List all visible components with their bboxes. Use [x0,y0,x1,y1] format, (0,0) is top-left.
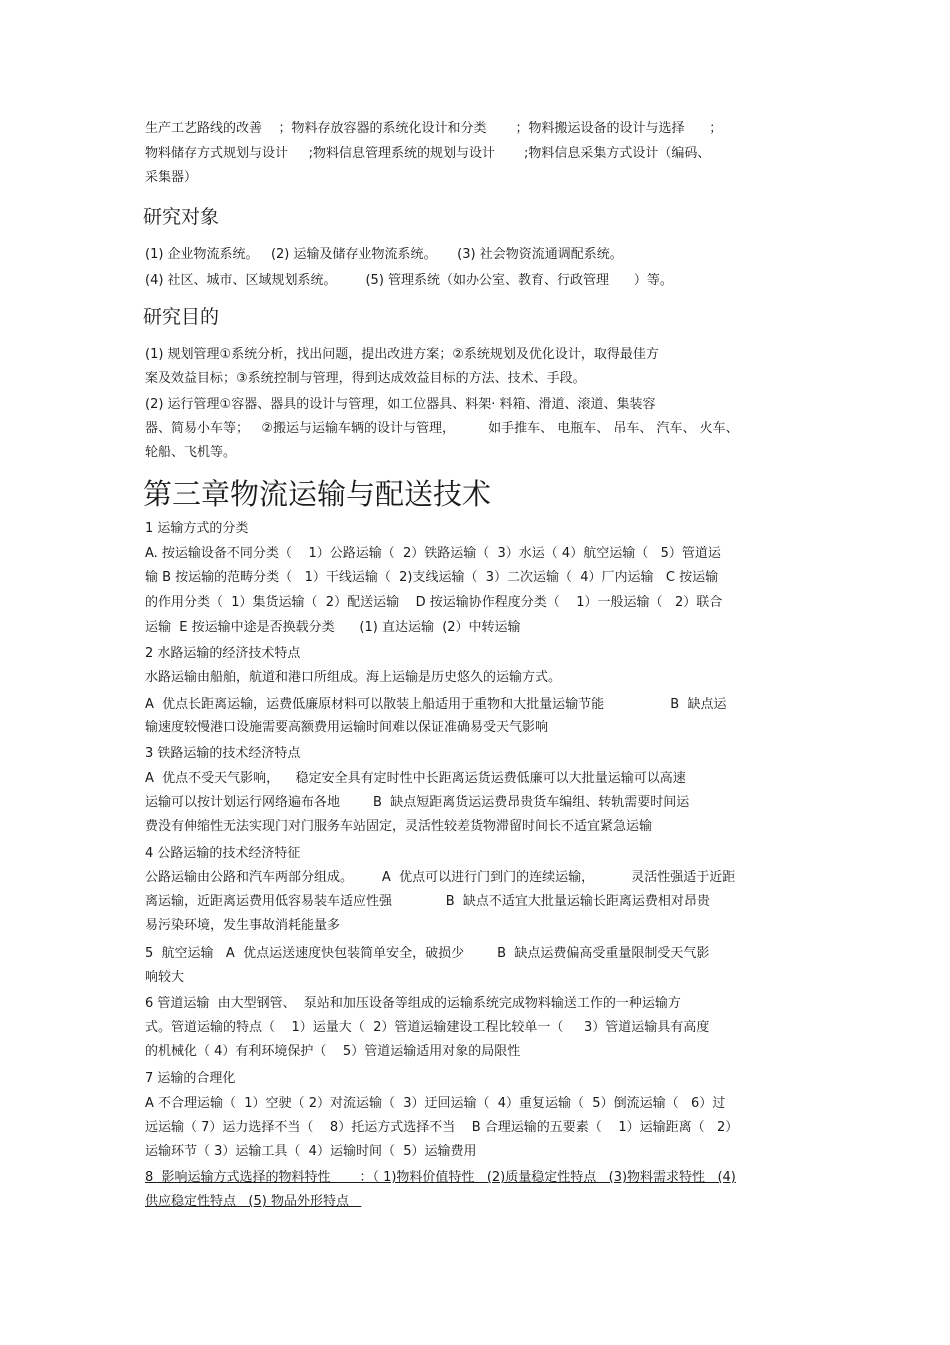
text-line-underlined: 8 影响运输方式选择的物料特性 ：（ 1)物料价值特性 (2)质量稳定性特点 (3)物料需求特性 (4) [145,1170,736,1185]
text-line: 式。管道运输的特点（ 1）运量大（ 2）管道运输建设工程比较单一（ 3）管道运输具有高度 [145,1020,710,1035]
text-line: 采集器） [145,170,198,185]
text-line: 易污染环境，发生事故消耗能量多 [145,918,341,933]
item-heading: 2 水路运输的经济技术特点 [145,646,301,661]
text-line: 生产工艺路线的改善 ；物料存放容器的系统化设计和分类 ；物料搬运设备的设计与选择 ； [145,121,723,136]
text-line: (4) 社区、城市、区域规划系统。 (5) 管理系统（如办公室、教育、行政管理 ）等。 [145,273,673,288]
text-line: 响较大 [145,970,185,985]
text-line: 运输可以按计划运行网络遍布各地 B 缺点短距离货运运费昂贵货车编组、转轨需要时间运 [145,795,690,810]
text-line: (1) 规划管理①系统分析，找出问题，提出改进方案；②系统规划及优化设计，取得最佳方 [145,347,659,362]
text-line: 运输 E 按运输中途是否换载分类 (1) 直达运输 (2）中转运输 [145,620,521,635]
item-heading: 4 公路运输的技术经济特征 [145,846,301,861]
text-line: 物料储存方式规划与设计 ;物料信息管理系统的规划与设计 ;物料信息采集方式设计（编码、 [145,146,711,161]
chapter-title: 第三章物流运输与配送技术 [143,477,492,511]
text-line: (2) 运行管理①容器、器具的设计与管理，如工位器具、料架· 料箱、滑道、滚道、集装容 [145,397,656,412]
text-line: 水路运输由船舶，航道和港口所组成。海上运输是历史悠久的运输方式。 [145,670,562,685]
item-heading: 3 铁路运输的技术经济特点 [145,746,301,761]
text-line: 输速度较慢港口设施需要高额费用运输时间难以保证准确易受天气影响 [145,720,549,735]
text-line-underlined: 供应稳定性特点 (5) 物品外形特点 [145,1194,362,1209]
text-line: 6 管道运输 由大型钢管、 泵站和加压设备等组成的运输系统完成物料输送工作的一种运输方 [145,996,681,1011]
text-line: 5 航空运输 A 优点运送速度快包装简单安全，破损少 B 缺点运费偏高受重量限制受天气影 [145,946,710,961]
text-line: 输 B 按运输的范畴分类（ 1）干线运输（ 2)支线运输（ 3）二次运输（ 4）厂内运输 C 按运输 [145,570,719,585]
text-line: A 不合理运输（ 1）空驶（ 2）对流运输（ 3）迂回运输（ 4）重复运输（ 5）倒流运输（ 6）过 [145,1096,726,1111]
item-heading: 7 运输的合理化 [145,1071,236,1086]
text-line: 轮船、飞机等。 [145,445,237,460]
text-line: A 优点长距离运输，运费低廉原材料可以散装上船适用于重物和大批量运输节能 B 缺点运 [145,697,727,712]
text-line: 远运输（ 7）运力选择不当（ 8）托运方式选择不当 B 合理运输的五要素（ 1）运输距离（ 2） [145,1120,739,1135]
text-line: 器、简易小车等； ②搬运与运输车辆的设计与管理， 如手推车、 电瓶车、 吊车、 汽车、 火车、 [145,421,739,436]
text-line: A 优点不受天气影响， 稳定安全具有定时性中长距离运货运费低廉可以大批量运输可以高速 [145,771,686,786]
section-heading: 研究对象 [143,206,220,228]
item-heading: 1 运输方式的分类 [145,521,249,536]
text-line: 案及效益目标；③系统控制与管理，得到达成效益目标的方法、技术、手段。 [145,371,586,386]
text-line: A. 按运输设备不同分类（ 1）公路运输（ 2）铁路运输（ 3）水运（ 4）航空运输（ 5）管道运 [145,546,721,561]
text-line: 公路运输由公路和汽车两部分组成。 A 优点可以进行门到门的连续运输， 灵活性强适于近距 [145,870,736,885]
section-heading: 研究目的 [143,306,220,328]
text-line: 离运输，近距离运费用低容易装车适应性强 B 缺点不适宜大批量运输长距离运费相对昂贵 [145,894,710,909]
text-line: 的机械化（ 4）有利环境保护（ 5）管道运输适用对象的局限性 [145,1044,521,1059]
text-line: (1) 企业物流系统。 (2) 运输及储存业物流系统。 (3) 社会物资流通调配系统。 [145,247,623,262]
text-line: 的作用分类（ 1）集货运输（ 2）配送运输 D 按运输协作程度分类（ 1）一般运输（ 2）联合 [145,595,723,610]
text-line: 运输环节（ 3）运输工具（ 4）运输时间（ 5）运输费用 [145,1144,477,1159]
text-line: 费没有伸缩性无法实现门对门服务车站固定，灵活性较差货物滞留时间长不适宜紧急运输 [145,819,653,834]
